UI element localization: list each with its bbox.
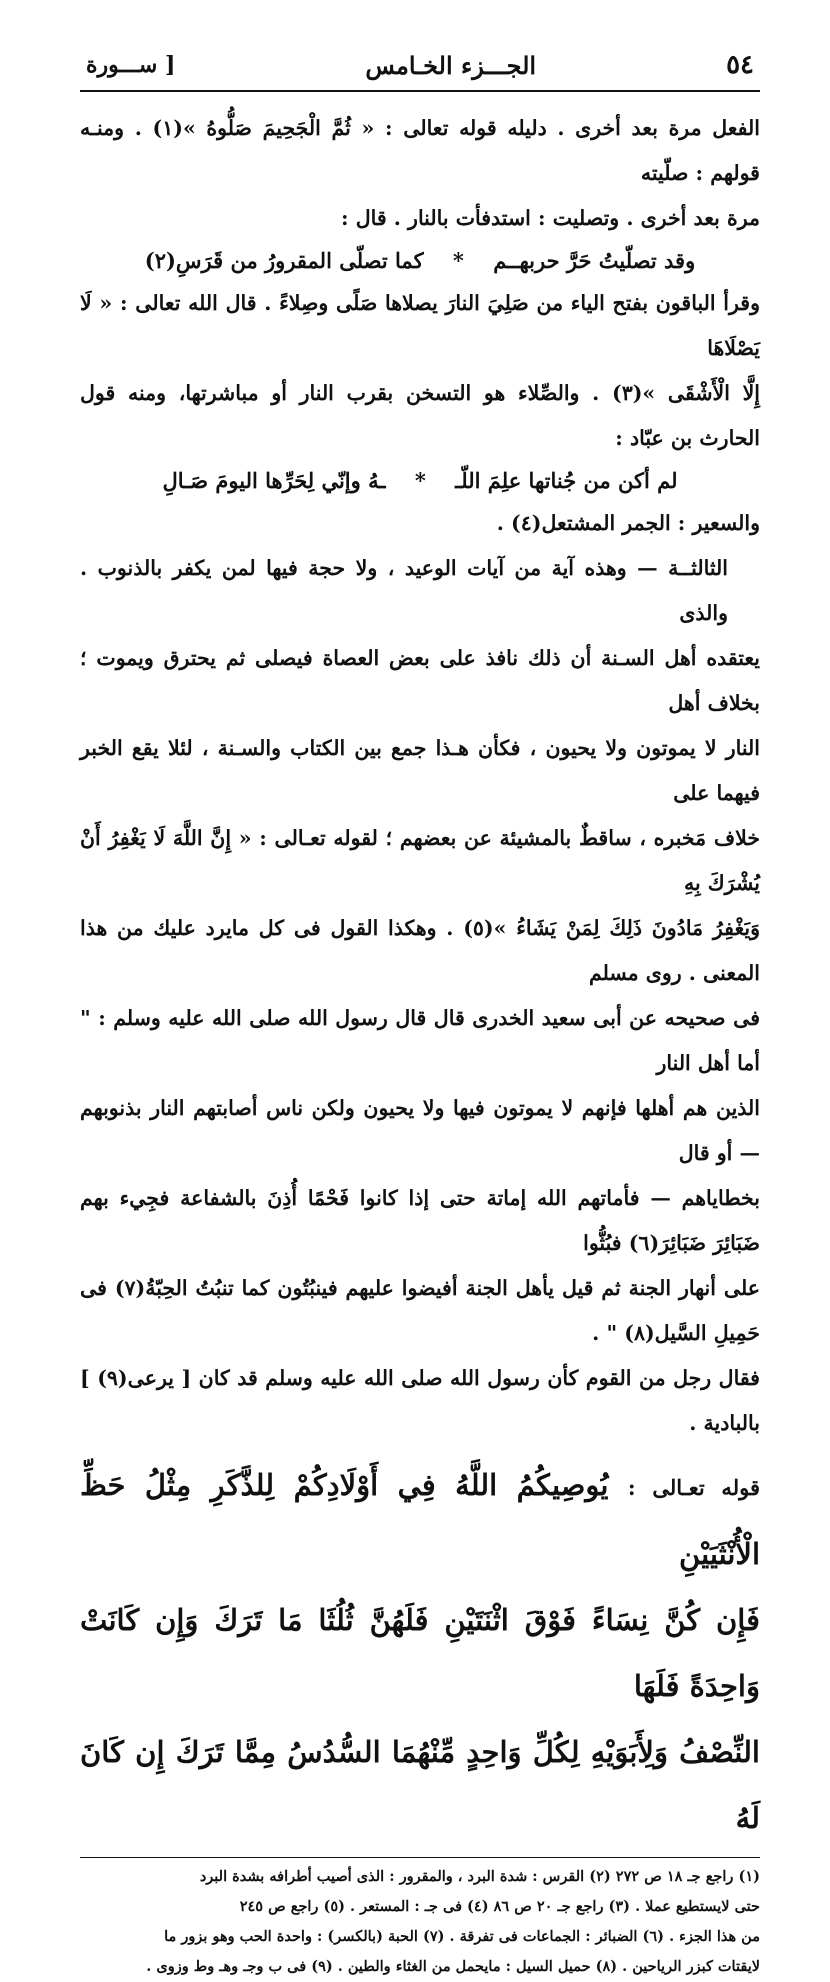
verse-separator: *	[414, 468, 426, 493]
surah-label: [ ســـورة	[86, 52, 176, 78]
paragraph-line: النار لا يموتون ولا يحيون ، فكأن هـذا جمع بين الكتاب والسـنة ، لئلا يقع الخبر فيهما على	[80, 736, 760, 805]
quran-line: فَإِن كُنَّ نِسَاءً فَوْقَ اثْنَتَيْنِ فَلَهُنَّ ثُلُثَا مَا تَرَكَ وَإِن كَانَتْ وَاحِدَةً فَلَهَا	[80, 1603, 760, 1703]
verse-hemistich-left: كما تصلّى المقرورُ من قَرَسِ(٢)	[144, 248, 424, 273]
paragraph-line: الذين هم أهلها فإنهم لا يموتون فيها ولا يحيون ولكن ناس أصابتهم النار بذنوبهم — أو قال	[80, 1096, 760, 1165]
quran-verse-block	[80, 1452, 760, 1851]
verse-hemistich-right: وقد تصلّيتُ حَرَّ حربهــم	[493, 248, 696, 273]
footnote-line: من هذا الجزء . (٦) الضبائر : الجماعات فى تفرقة . (٧) الحبة (بالكسر) : واحدة الحب وهو بزور ما	[164, 1928, 760, 1945]
quran-line: النِّصْفُ وَلِأَبَوَيْهِ لِكُلِّ وَاحِدٍ مِّنْهُمَا السُّدُسُ مِمَّا تَرَكَ إِن كَانَ لَهُ	[80, 1735, 760, 1835]
verse-hemistich-right: لم أكن من جُناتها علِمَ اللّـ	[455, 468, 678, 493]
text-line: والسعير : الجمر المشتعل(٤) .	[496, 511, 760, 535]
text-line: وقرأ الباقون بفتح الياء من صَلِيَ النارَ يصلاها صَلًى وصِلاءً . قال الله تعالى : « لَا يَصْلَاهَا	[80, 291, 760, 360]
main-text	[80, 106, 760, 1446]
paragraph-line: خلاف مَخبره ، ساقطٌ بالمشيئة عن بعضهم ؛ لقوله تعـالى : « إِنَّ اللَّهَ لَا يَغْفِرُ أَنْ يُشْرَكَ بِهِ	[80, 826, 760, 895]
quran-line: يُوصِيكُمُ اللَّهُ فِي أَوْلَادِكُمْ لِلذَّكَرِ مِثْلُ حَظِّ الْأُنْثَيَيْنِ	[80, 1468, 760, 1571]
footnote-line: (١) راجع جـ ١٨ ص ٢٧٢ (٢) القرس : شدة البرد ، والمقرور : الذى أصيب أطرافه بشدة البرد	[199, 1868, 760, 1885]
footnote-line: لايقتات كبزر الرياحين . (٨) حميل السيل : مايحمل من الغثاء والطين . (٩) فى ب وجـ وهـ وط وزوى .	[146, 1958, 760, 1975]
footnotes	[80, 1862, 760, 1982]
paragraph-line: وَيَغْفِرُ مَادُونَ ذَلِكَ لِمَنْ يَشَاءُ »(٥) . وهكذا القول فى كل مايرد عليك من هذا المعنى . روى مسلم	[80, 916, 760, 985]
footnote-divider	[80, 1857, 760, 1858]
text-line: إِلَّا الْأَشْقَى »(٣) . والصِّلاء هو التسخن بقرب النار أو مباشرتها، ومنه قول الحارث بن عبّاد :	[80, 381, 760, 450]
poetry-verse	[80, 241, 760, 281]
paragraph-line: الثالثــة — وهذه آية من آيات الوعيد ، ولا حجة فيها لمن يكفر بالذنوب . والذى	[80, 556, 728, 625]
paragraph-line: على أنهار الجنة ثم قيل يأهل الجنة أفيضوا عليهم فينبُتُون كما تنبُتُ الحِبّةُ(٧) فى حَمِيلِ السَّيل(٨) " .	[80, 1276, 760, 1345]
text-line: الفعل مرة بعد أخرى . دليله قوله تعالى : « ثُمَّ الْجَحِيمَ صَلُّوهُ »(١) . ومنـه قولهم : صلّيته	[80, 116, 760, 185]
verse-separator: *	[452, 248, 464, 273]
text-line: مرة بعد أخرى . وتصليت : استدفأت بالنار . قال :	[340, 206, 760, 230]
page-header	[80, 40, 760, 92]
verse-hemistich-left: ـهُ وإنّي لِحَرِّها اليومَ صَـالِ	[162, 468, 386, 493]
paragraph-line: فى صحيحه عن أبى سعيد الخدرى قال قال رسول الله صلى الله عليه وسلم : " أما أهل النار	[80, 1006, 760, 1075]
paragraph-line: فقال رجل من القوم كأن رسول الله صلى الله عليه وسلم قد كان [ يرعى(٩) ] بالبادية .	[80, 1366, 760, 1435]
verse-intro: قوله تعـالى :	[627, 1475, 760, 1500]
footnote-line: حتى لايستطيع عملا . (٣) راجع جـ ٢٠ ص ٨٦ (٤) فى جـ : المستعر . (٥) راجع ص ٢٤٥	[239, 1898, 760, 1915]
paragraph-line: يعتقده أهل السـنة أن ذلك نافذ على بعض العصاة فيصلى ثم يحترق ويموت ؛ بخلاف أهل	[80, 646, 760, 715]
poetry-verse	[80, 461, 760, 501]
running-title: الجـــزء الخـامس	[365, 50, 537, 80]
paragraph-line: بخطاياهم — فأماتهم الله إماتة حتى إذا كانوا فَحْمًا أُذِنَ بالشفاعة فجِيء بهم ضَبَائِرَ ضَبَائِرَ(٦) فبُثُّوا	[80, 1186, 760, 1255]
page-number: ٥٤	[726, 50, 754, 80]
